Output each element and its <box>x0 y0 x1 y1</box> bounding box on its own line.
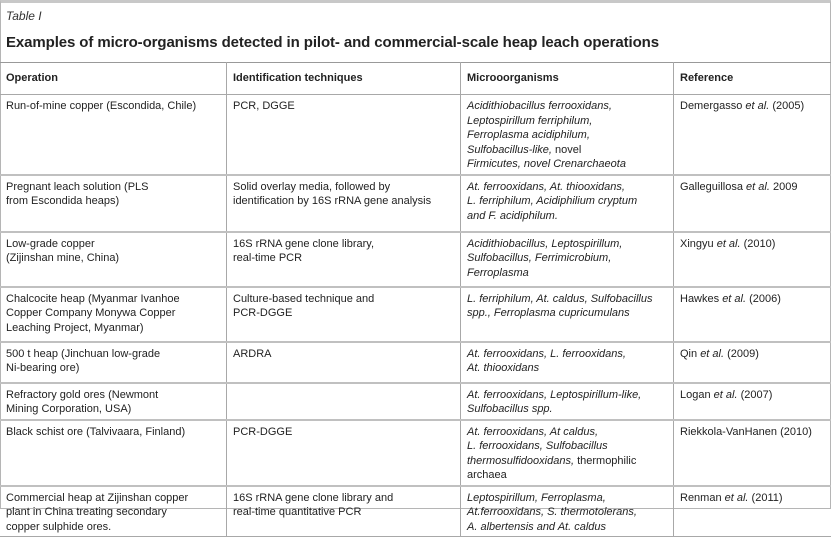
cell-line <box>467 143 667 158</box>
table-row <box>0 287 831 342</box>
cell-line <box>467 402 667 417</box>
reference-segment: et al. <box>714 389 738 401</box>
text-segment: Leptospirillum ferriphilum, <box>467 115 592 127</box>
text-segment: archaea <box>467 469 507 481</box>
text-segment: L. ferrooxidans, Sulfobacillus <box>467 440 608 452</box>
reference-segment: (2009) <box>724 348 759 360</box>
reference-segment: Xingyu <box>680 238 717 250</box>
cell-line: identification by 16S rRNA gene analysis <box>233 194 454 209</box>
reference-cell <box>674 342 831 383</box>
text-segment: Firmicutes, novel Crenarchaeota <box>467 158 626 170</box>
reference-segment: Demergasso <box>680 100 745 112</box>
reference-cell <box>674 420 831 486</box>
cell-line: PCR-DGGE <box>233 306 454 321</box>
cell-line <box>467 237 667 252</box>
cell-line: Commercial heap at Zijinshan copper <box>6 491 220 506</box>
microorganisms-cell <box>461 287 674 342</box>
operation-cell <box>0 420 227 486</box>
cell-line: PCR-DGGE <box>233 425 454 440</box>
cell-line: Pregnant leach solution (PLS <box>6 180 220 195</box>
cell-line: Culture-based technique and <box>233 292 454 307</box>
cell-line: real-time PCR <box>233 251 454 266</box>
table-row <box>0 486 831 537</box>
cell-line: ARDRA <box>233 347 454 362</box>
reference-segment: 2009 <box>770 181 798 193</box>
microorganisms-cell <box>461 342 674 383</box>
cell-line: Chalcocite heap (Myanmar Ivanhoe <box>6 292 220 307</box>
table-row <box>0 342 831 383</box>
operation-cell <box>0 95 227 175</box>
operation-cell <box>0 486 227 537</box>
text-segment: At. ferrooxidans, L. ferrooxidans, <box>467 348 626 360</box>
techniques-cell <box>227 420 461 486</box>
text-segment: L. ferriphilum, At. caldus, Sulfobacillus <box>467 293 652 305</box>
text-segment: thermosulfidooxidans, <box>467 455 574 467</box>
cell-line: copper sulphide ores. <box>6 520 220 535</box>
reference-cell <box>674 232 831 287</box>
cell-line: Copper Company Monywa Copper <box>6 306 220 321</box>
text-segment: A. albertensis and At. caldus <box>467 521 606 533</box>
table-row <box>0 232 831 287</box>
reference-segment: Hawkes <box>680 293 722 305</box>
microorganisms-cell <box>461 383 674 420</box>
reference-segment: Qin <box>680 348 700 360</box>
text-segment: and F. acidiphilum. <box>467 210 558 222</box>
table-title: Examples of micro-organisms detected in pilot- and commercial-scale heap leach operations <box>6 34 659 51</box>
operation-cell <box>0 342 227 383</box>
operation-cell <box>0 232 227 287</box>
cell-line: Ni-bearing ore) <box>6 361 220 376</box>
text-segment: At. thiooxidans <box>467 362 539 374</box>
reference-cell <box>674 175 831 232</box>
table-row <box>0 383 831 420</box>
reference-segment: et al. <box>746 181 770 193</box>
microorganisms-cell <box>461 420 674 486</box>
organisms-table <box>0 62 831 537</box>
reference-segment: et al. <box>745 100 769 112</box>
reference-segment: Logan <box>680 389 714 401</box>
text-segment: thermophilic <box>574 455 636 467</box>
reference-cell <box>674 383 831 420</box>
cell-line <box>467 439 667 454</box>
techniques-cell <box>227 175 461 232</box>
cell-line <box>467 99 667 114</box>
cell-line <box>467 114 667 129</box>
microorganisms-cell <box>461 175 674 232</box>
cell-line <box>467 306 667 321</box>
reference-segment: Renman <box>680 492 725 504</box>
text-segment: L. ferriphilum, Acidiphilium cryptum <box>467 195 637 207</box>
cell-line <box>467 491 667 506</box>
reference-segment: (2005) <box>769 100 804 112</box>
cell-line <box>467 266 667 281</box>
cell-line <box>467 468 667 483</box>
operation-cell <box>0 383 227 420</box>
cell-line: Low-grade copper <box>6 237 220 252</box>
techniques-cell <box>227 383 461 420</box>
text-segment: Ferroplasma <box>467 267 529 279</box>
reference-segment: (2007) <box>738 389 773 401</box>
header-reference: Reference <box>674 63 831 95</box>
techniques-cell <box>227 486 461 537</box>
microorganisms-cell <box>461 95 674 175</box>
cell-line: Run-of-mine copper (Escondida, Chile) <box>6 99 220 114</box>
reference-cell <box>674 486 831 537</box>
cell-line <box>467 347 667 362</box>
reference-segment: et al. <box>717 238 741 250</box>
cell-line: (Zijinshan mine, China) <box>6 251 220 266</box>
cell-line <box>467 361 667 376</box>
operation-cell <box>0 175 227 232</box>
techniques-cell <box>227 95 461 175</box>
techniques-cell <box>227 232 461 287</box>
text-segment: novel <box>552 144 581 156</box>
cell-line <box>467 425 667 440</box>
cell-line: plant in China treating secondary <box>6 505 220 520</box>
reference-segment: et al. <box>700 348 724 360</box>
text-segment: At. ferrooxidans, At caldus, <box>467 426 598 438</box>
text-segment: At.ferrooxidans, S. thermotolerans, <box>467 506 637 518</box>
cell-line: Black schist ore (Talvivaara, Finland) <box>6 425 220 440</box>
techniques-cell <box>227 287 461 342</box>
reference-cell <box>674 287 831 342</box>
cell-line <box>467 157 667 172</box>
cell-line <box>467 194 667 209</box>
text-segment: Acidithiobacillus, Leptospirillum, <box>467 238 622 250</box>
cell-line <box>467 128 667 143</box>
cell-line: Leaching Project, Myanmar) <box>6 321 220 336</box>
cell-line: Solid overlay media, followed by <box>233 180 454 195</box>
header-row <box>0 63 831 95</box>
header-techniques: Identification techniques <box>227 63 461 95</box>
text-segment: At. ferrooxidans, Leptospirillum-like, <box>467 389 641 401</box>
reference-segment: (2010) <box>741 238 776 250</box>
cell-line: 16S rRNA gene clone library and <box>233 491 454 506</box>
text-segment: Sulfobacillus spp. <box>467 403 553 415</box>
cell-line <box>467 180 667 195</box>
reference-segment: Galleguillosa <box>680 181 746 193</box>
cell-line: 500 t heap (Jinchuan low-grade <box>6 347 220 362</box>
text-segment: Sulfobacillus, Ferrimicrobium, <box>467 252 611 264</box>
cell-line <box>467 388 667 403</box>
table-label: Table I <box>6 9 42 23</box>
table-row <box>0 420 831 486</box>
cell-line: Refractory gold ores (Newmont <box>6 388 220 403</box>
cell-line: real-time quantitative PCR <box>233 505 454 520</box>
cell-line: from Escondida heaps) <box>6 194 220 209</box>
cell-line <box>467 520 667 535</box>
text-segment: Sulfobacillus-like, <box>467 144 552 156</box>
cell-line: Mining Corporation, USA) <box>6 402 220 417</box>
reference-segment: et al. <box>725 492 749 504</box>
reference-segment: (2006) <box>746 293 781 305</box>
reference-segment: et al. <box>722 293 746 305</box>
text-segment: Acidithiobacillus ferrooxidans, <box>467 100 612 112</box>
operation-cell <box>0 287 227 342</box>
text-segment: spp., Ferroplasma cupricumulans <box>467 307 630 319</box>
microorganisms-cell <box>461 232 674 287</box>
cell-line <box>467 292 667 307</box>
reference-segment: Riekkola-VanHanen (2010) <box>680 426 812 438</box>
cell-line: 16S rRNA gene clone library, <box>233 237 454 252</box>
reference-segment: (2011) <box>749 492 783 504</box>
table-row <box>0 95 831 175</box>
reference-cell <box>674 95 831 175</box>
table-row <box>0 175 831 232</box>
cell-line <box>467 505 667 520</box>
cell-line <box>467 209 667 224</box>
header-microorganisms: Microoorganisms <box>461 63 674 95</box>
header-operation: Operation <box>0 63 227 95</box>
microorganisms-cell <box>461 486 674 537</box>
techniques-cell <box>227 342 461 383</box>
text-segment: Leptospirillum, Ferroplasma, <box>467 492 606 504</box>
cell-line: PCR, DGGE <box>233 99 454 114</box>
cell-line <box>467 454 667 469</box>
cell-line <box>467 251 667 266</box>
text-segment: At. ferrooxidans, At. thiooxidans, <box>467 181 625 193</box>
text-segment: Ferroplasma acidiphilum, <box>467 129 590 141</box>
